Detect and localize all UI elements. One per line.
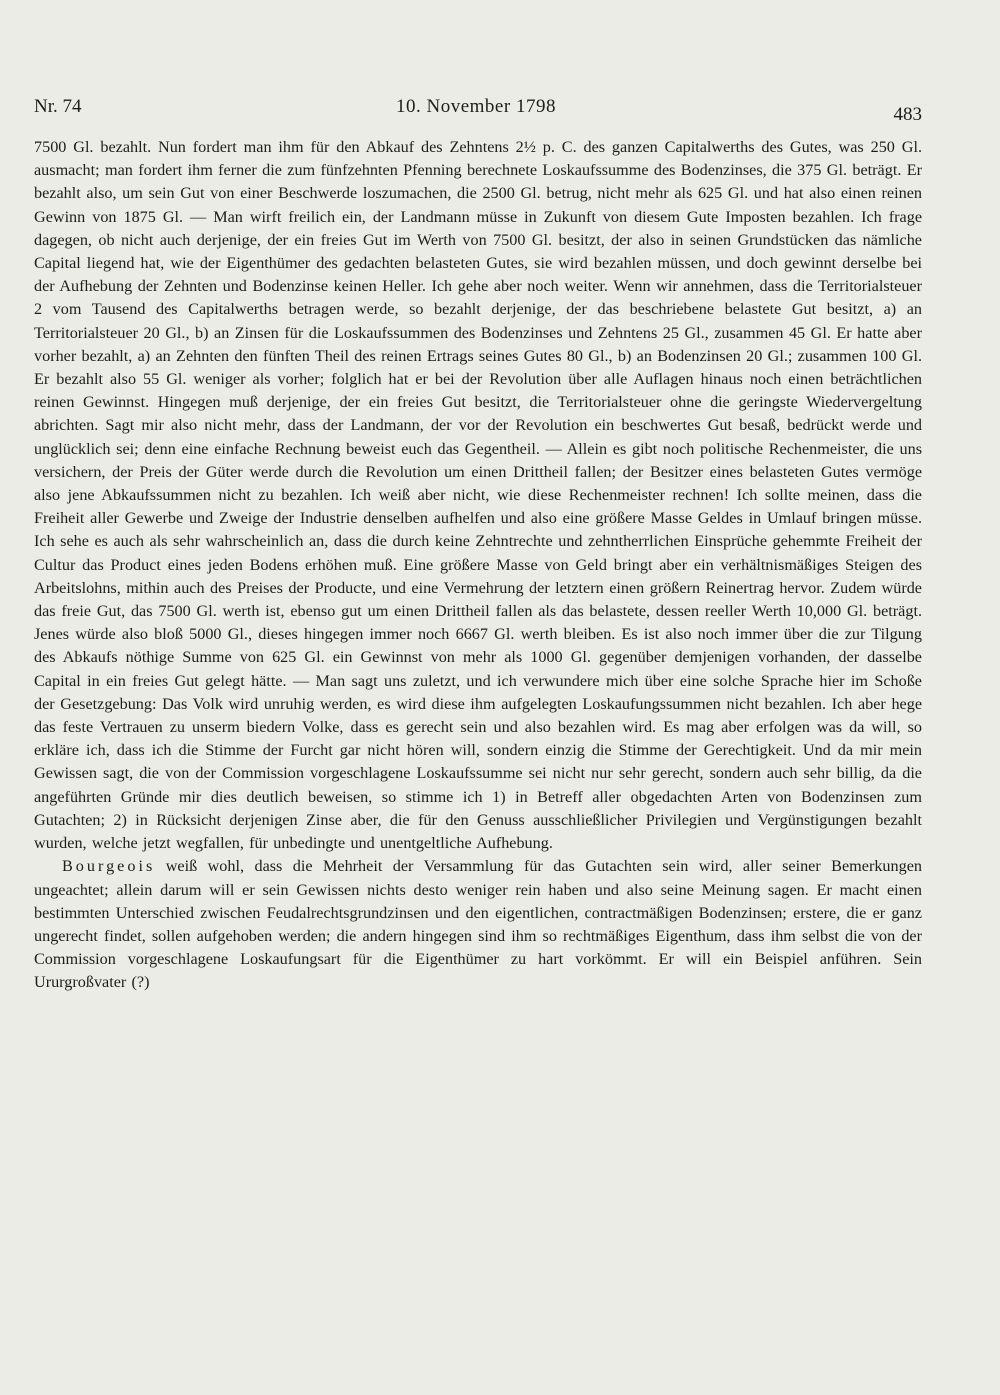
paragraph-2 (34, 855, 922, 994)
issue-number: Nr. 74 (34, 96, 82, 117)
body-text (34, 136, 922, 995)
speaker-name: Bourgeois (62, 857, 156, 876)
paragraph-1: 7500 Gl. bezahlt. Nun fordert man ihm für den Abkauf des Zehntens 2½ p. C. des ganzen Capitalwerths des Gutes, was 250 Gl. ausmacht; man fordert ihm ferner die zum fünfzehnten Pfenning berechnete Loskaufssumme des Bodenzinses, die 375 Gl. beträgt. Er bezahlt also, um sein Gut von einer Beschwerde loszumachen, die 2500 Gl. betrug, nicht mehr als 625 Gl. und hat also einen reinen Gewinn von 1875 Gl. — Man wirft freilich ein, der Landmann müsse in Zukunft von diesem Gute Imposten bezahlen. Ich frage dagegen, ob nicht auch derjenige, der ein freies Gut im Werth von 7500 Gl. besitzt, der also in seinen Grundstücken das nämliche Capital liegend hat, wie der Eigenthümer des gedachten belasteten Gutes, sie wird bezahlen müssen, und doch gewinnt derselbe bei der Aufhebung der Zehnten und Bodenzinse keinen Heller. Ich gehe aber noch weiter. Wenn wir annehmen, dass die Territorialsteuer 2 vom Tausend des Capitalwerths betragen werde, so bezahlt derjenige, der das beschriebene belastete Gut besitzt, a) an Territorialsteuer 20 Gl., b) an Zinsen für die Loskaufssummen des Bodenzinses und Zehntens 25 Gl., zusammen 45 Gl. Er hatte aber vorher bezahlt, a) an Zehnten den fünften Theil des reinen Ertrags seines Gutes 80 Gl., b) an Bodenzinsen 20 Gl.; zusammen 100 Gl. Er bezahlt also 55 Gl. weniger als vorher; folglich hat er bei der Revolution über alle Auflagen hinaus noch einen beträchtlichen reinen Gewinnst. Hingegen muß derjenige, der ein freies Gut besitzt, die Territorialsteuer ohne die geringste Wiedervergeltung abrichten. Sagt mir also nicht mehr, dass der Landmann, der vor der Revolution ein beschwertes Gut besaß, bedrückt werde und unglücklich sei; denn eine einfache Rechnung beweist euch das Gegentheil. — Allein es gibt noch politische Rechenmeister, die uns versichern, der Preis der Güter werde durch die Revolution um einen Drittheil fallen; der Besitzer eines belasteten Gutes vermöge also jene Abkaufssummen nicht zu bezahlen. Ich weiß aber nicht, wie diese Rechenmeister rechnen! Ich sollte meinen, dass die Freiheit aller Gewerbe und Zweige der Industrie denselben aufhelfen und also eine größere Masse Geldes in Umlauf bringen müsse. Ich sehe es auch als sehr wahrscheinlich an, dass die durch keine Zehntrechte und zehntherrlichen Einsprüche gehemmte Freiheit der Cultur das Product eines jeden Bodens erhöhen muß. Eine größere Masse von Geld bringt aber ein verhältnismäßiges Steigen des Arbeitslohns, mithin auch des Preises der Producte, und eine Vermehrung der letztern einen größern Reinertrag hervor. Zudem würde das freie Gut, das 7500 Gl. werth ist, ebenso gut um einen Drittheil fallen als das belastete, dessen reeller Werth 10,000 Gl. beträgt. Jenes würde also bloß 5000 Gl., dieses hingegen immer noch 6667 Gl. werth bleiben. Es ist also noch immer über die zur Tilgung des Abkaufs nöthige Summe von 625 Gl. ein Gewinnst von mehr als 1000 Gl. gegenüber demjenigen vorhanden, der dasselbe Capital in ein freies Gut gelegt hätte. — Man sagt uns zuletzt, und ich verwundere mich über eine solche Sprache hier im Schoße der Gesetzgebung: Das Volk wird unruhig werden, es wird diese ihm aufgelegten Loskaufungssummen nicht bezahlen. Ich aber hege das feste Vertrauen zu unserm biedern Volke, dass es gerecht sein und also bezahlen wird. Es mag aber erfolgen was da will, so erkläre ich, dass ich die Stimme der Furcht gar nicht hören will, sondern einzig die Stimme der Gerechtigkeit. Und da mir mein Gewissen sagt, die von der Commission vorgeschlagene Loskaufssumme sei nicht nur sehr gerecht, sondern auch sehr billig, da die angeführten Gründe mir dies deutlich beweisen, so stimme ich 1) in Betreff aller obgedachten Arten von Bodenzinsen zum Gutachten; 2) in Rücksicht derjenigen Zinse aber, die für den Genuss ausschließlicher Privilegien und Vergünstigungen bezahlt wurden, welche jetzt wegfallen, für unbedingte und unentgeltliche Aufhebung. (34, 138, 922, 853)
header-date: 10. November 1798 (396, 96, 556, 117)
page-number: 483 (893, 104, 922, 125)
paragraph-2-text: weiß wohl, dass die Mehrheit der Versammlung für das Gutachten sein wird, aller seiner Bemerkungen ungeachtet; allein darum will er sein Gewissen nichts desto weniger rein haben und also seine Meinung sagen. Er macht einen bestimmten Unterschied zwischen Feudalrechtsgrundzinsen und den eigentlichen, contractmäßigen Bodenzinsen; erstere, die er ganz ungerecht findet, sollen aufgehoben werden; die andern hingegen sind ihm so rechtmäßiges Eigenthum, dass ihm selbst die von der Commission vorgeschlagene Loskaufungsart für die Eigenthümer zu hart vorkömmt. Er will ein Beispiel anführen. Sein Ururgroßvater (?) (34, 857, 922, 992)
page-header (34, 96, 922, 124)
